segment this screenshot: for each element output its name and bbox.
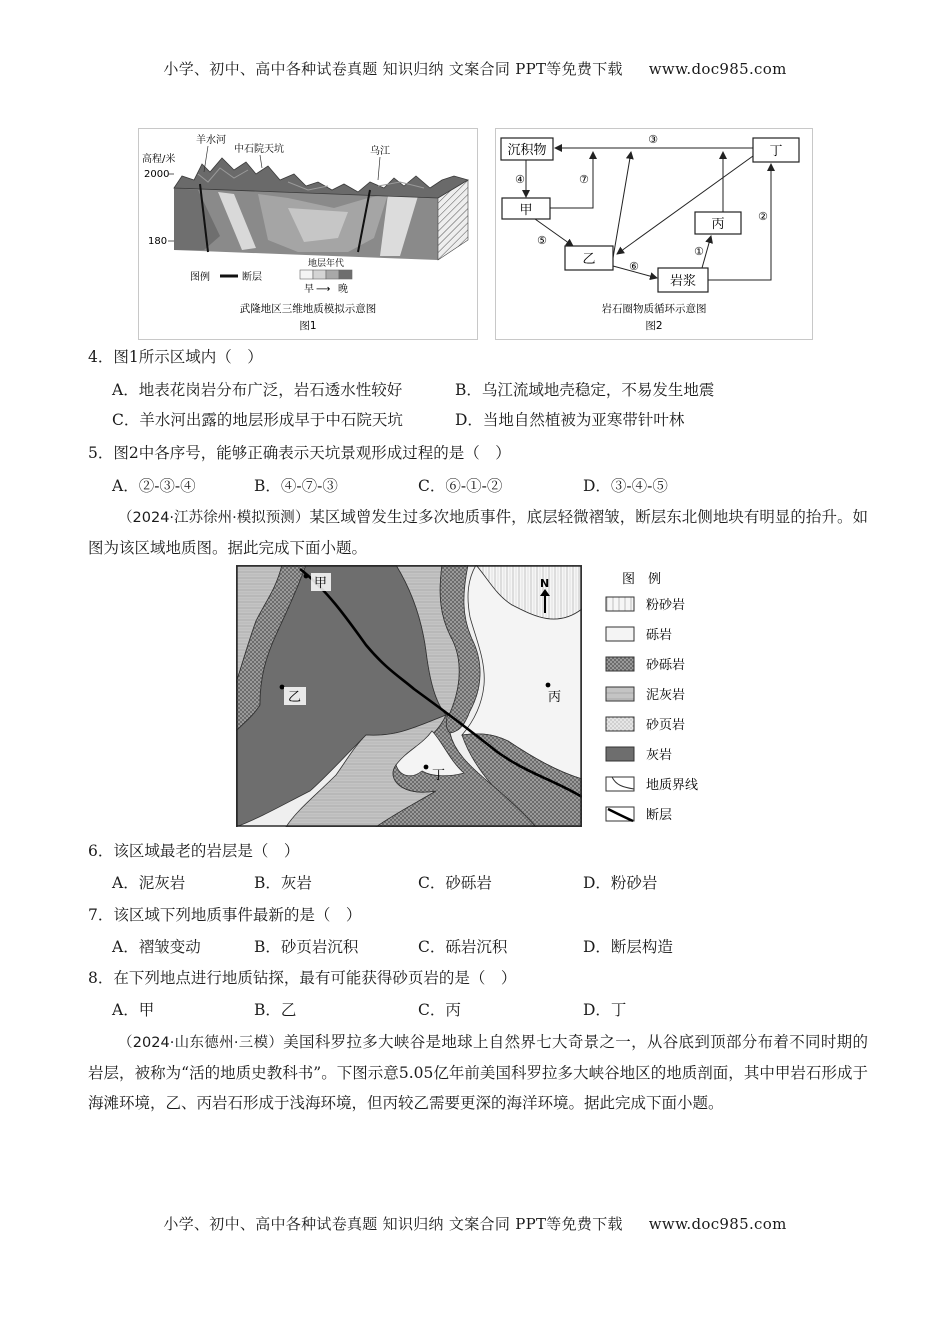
fig1-number: 图1 bbox=[299, 320, 317, 332]
legend-swatch-sandshale bbox=[606, 717, 634, 731]
q7-option-d[interactable]: D．断层构造 bbox=[583, 938, 673, 956]
q7-option-c[interactable]: C．砾岩沉积 bbox=[418, 938, 508, 956]
legend-item-fault: 断层 bbox=[646, 808, 673, 823]
fig2-number: 图2 bbox=[645, 320, 663, 332]
point-bing-label: 丙 bbox=[548, 690, 562, 705]
arrow-3-label: ③ bbox=[648, 133, 658, 146]
legend-item-sandshale: 砂页岩 bbox=[646, 718, 686, 733]
arrow-7-label: ⑦ bbox=[579, 173, 589, 186]
arrow-5-label: ⑤ bbox=[537, 234, 547, 247]
point-yi bbox=[280, 685, 285, 690]
q7-option-a[interactable]: A．褶皱变动 bbox=[112, 938, 201, 956]
fig1-legend-label: 图例 bbox=[190, 272, 210, 283]
legend-swatch-limestone bbox=[606, 747, 634, 761]
fig2-caption: 岩石圈物质循环示意图 bbox=[601, 303, 707, 315]
point-jia bbox=[304, 574, 309, 579]
q6-option-b[interactable]: B．灰岩 bbox=[254, 874, 312, 892]
box-yi-label: 乙 bbox=[582, 252, 596, 267]
legend-swatch-marl bbox=[606, 687, 634, 701]
passage-1-text: 某区域曾发生过多次地质事件，底层轻微褶皱，断层东北侧地块有明显的抬升。如图为该区域地质图。据此完成下面小题。 bbox=[88, 508, 868, 557]
page-header bbox=[0, 58, 950, 79]
arrow-2-label: ② bbox=[758, 210, 768, 223]
q7-option-b[interactable]: B．砂页岩沉积 bbox=[254, 938, 359, 956]
geologic-map bbox=[236, 565, 582, 827]
q4-option-a[interactable]: A．地表花岗岩分布广泛，岩石透水性较好 bbox=[112, 381, 403, 399]
question-6: 6．该区域最老的岩层是（ ） bbox=[88, 842, 300, 860]
fig1-legend-arrow: ⟶ bbox=[316, 284, 331, 295]
point-jia-label: 甲 bbox=[314, 576, 328, 591]
q4-option-c[interactable]: C．羊水河出露的地层形成早于中石院天坑 bbox=[112, 411, 403, 429]
q5-option-b[interactable]: B．④-⑦-③ bbox=[254, 477, 338, 495]
point-yi-label: 乙 bbox=[288, 690, 302, 705]
footer-text: 小学、初中、高中各种试卷真题 知识归纳 文案合同 PPT等免费下载 bbox=[163, 1215, 623, 1233]
passage-1 bbox=[88, 502, 868, 563]
box-bing-label: 丙 bbox=[711, 217, 725, 232]
fig1-label-tiankeng: 中石院天坑 bbox=[234, 144, 284, 155]
legend-item-siltstone: 粉砂岩 bbox=[646, 598, 686, 613]
legend-swatch-boundary bbox=[606, 777, 634, 791]
fig1-legend-late: 晚 bbox=[338, 284, 348, 295]
fig1-tick-180: 180 bbox=[148, 236, 168, 247]
legend-item-limestone: 灰岩 bbox=[646, 748, 673, 763]
legend-item-conglomerate: 砂砾岩 bbox=[646, 658, 686, 673]
arrow-6-label: ⑥ bbox=[629, 260, 639, 273]
legend-swatch-conglomerate bbox=[606, 657, 634, 671]
question-5: 5．图2中各序号，能够正确表示天坑景观形成过程的是（ ） bbox=[88, 444, 511, 462]
question-8: 8．在下列地点进行地质钻探，最有可能获得砂页岩的是（ ） bbox=[88, 969, 517, 987]
fig1-legend-early: 早 bbox=[304, 284, 314, 295]
fig1-legend-title: 地层年代 bbox=[308, 259, 345, 269]
fig1-label-wujiang: 乌江 bbox=[370, 146, 390, 157]
box-ding-label: 丁 bbox=[769, 144, 783, 159]
arrow-4-label: ④ bbox=[515, 173, 525, 186]
q4-option-b[interactable]: B．乌江流域地壳稳定，不易发生地震 bbox=[455, 381, 715, 399]
q8-option-c[interactable]: C．丙 bbox=[418, 1001, 461, 1019]
passage-2-source: （2024·山东德州·三模） bbox=[118, 1035, 284, 1051]
q5-option-a[interactable]: A．②-③-④ bbox=[112, 477, 196, 495]
age-swatch-4 bbox=[339, 270, 352, 279]
header-site-link[interactable]: www.doc985.com bbox=[648, 60, 787, 78]
legend-item-boundary: 地质界线 bbox=[646, 778, 699, 793]
q6-option-d[interactable]: D．粉砂岩 bbox=[583, 874, 658, 892]
q8-option-d[interactable]: D．丁 bbox=[583, 1001, 627, 1019]
page-footer bbox=[0, 1213, 950, 1234]
legend-title: 图 例 bbox=[622, 572, 662, 587]
fig1-legend-fault: 断层 bbox=[242, 272, 262, 283]
age-swatch-1 bbox=[300, 270, 313, 279]
box-sediment-label: 沉积物 bbox=[507, 143, 547, 158]
fig1-caption: 武隆地区三维地质模拟示意图 bbox=[239, 303, 377, 315]
q5-option-c[interactable]: C．⑥-①-② bbox=[418, 477, 503, 495]
figure-1 bbox=[138, 128, 478, 340]
q6-option-c[interactable]: C．砂砾岩 bbox=[418, 874, 492, 892]
map-legend bbox=[600, 565, 740, 827]
q6-option-a[interactable]: A．泥灰岩 bbox=[112, 874, 186, 892]
fig1-ylabel: 高程/米 bbox=[142, 154, 176, 165]
q5-option-d[interactable]: D．③-④-⑤ bbox=[583, 477, 668, 495]
point-ding-label: 丁 bbox=[432, 768, 446, 783]
box-jia-label: 甲 bbox=[519, 203, 533, 218]
north-label: N bbox=[540, 577, 550, 590]
passage-2-text: 美国科罗拉多大峡谷是地球上自然界七大奇景之一，从谷底到顶部分布着不同时期的岩层，被称为“活的地质史教科书”。下图示意5.05亿年前美国科罗拉多大峡谷地区的地质剖面，其中甲岩石形成于海滩环境，乙、丙岩石形成于浅海环境，但丙较乙需要更深的海洋环境。据此完成下面小题。 bbox=[88, 1033, 868, 1112]
point-ding bbox=[424, 765, 429, 770]
arrow-1-label: ① bbox=[694, 245, 704, 258]
legend-item-gravel: 砾岩 bbox=[646, 628, 673, 643]
fig1-tick-2000: 2000 bbox=[144, 169, 170, 180]
legend-swatch-gravel bbox=[606, 627, 634, 641]
q8-option-b[interactable]: B．乙 bbox=[254, 1001, 297, 1019]
question-4: 4．图1所示区域内（ ） bbox=[88, 348, 263, 366]
question-7: 7．该区域下列地质事件最新的是（ ） bbox=[88, 906, 362, 924]
header-text: 小学、初中、高中各种试卷真题 知识归纳 文案合同 PPT等免费下载 bbox=[163, 60, 623, 78]
legend-swatch-siltstone bbox=[606, 597, 634, 611]
legend-item-marl: 泥灰岩 bbox=[646, 688, 686, 703]
passage-1-source: （2024·江苏徐州·模拟预测） bbox=[118, 510, 310, 526]
footer-site-link[interactable]: www.doc985.com bbox=[648, 1215, 787, 1233]
passage-2 bbox=[88, 1027, 868, 1118]
figure-2 bbox=[495, 128, 813, 340]
point-bing bbox=[546, 683, 551, 688]
box-magma-label: 岩浆 bbox=[669, 274, 697, 289]
age-swatch-3 bbox=[326, 270, 339, 279]
q4-option-d[interactable]: D．当地自然植被为亚寒带针叶林 bbox=[455, 411, 685, 429]
age-swatch-2 bbox=[313, 270, 326, 279]
q8-option-a[interactable]: A．甲 bbox=[112, 1001, 155, 1019]
fig1-label-yangshui-river: 羊水河 bbox=[196, 135, 226, 146]
